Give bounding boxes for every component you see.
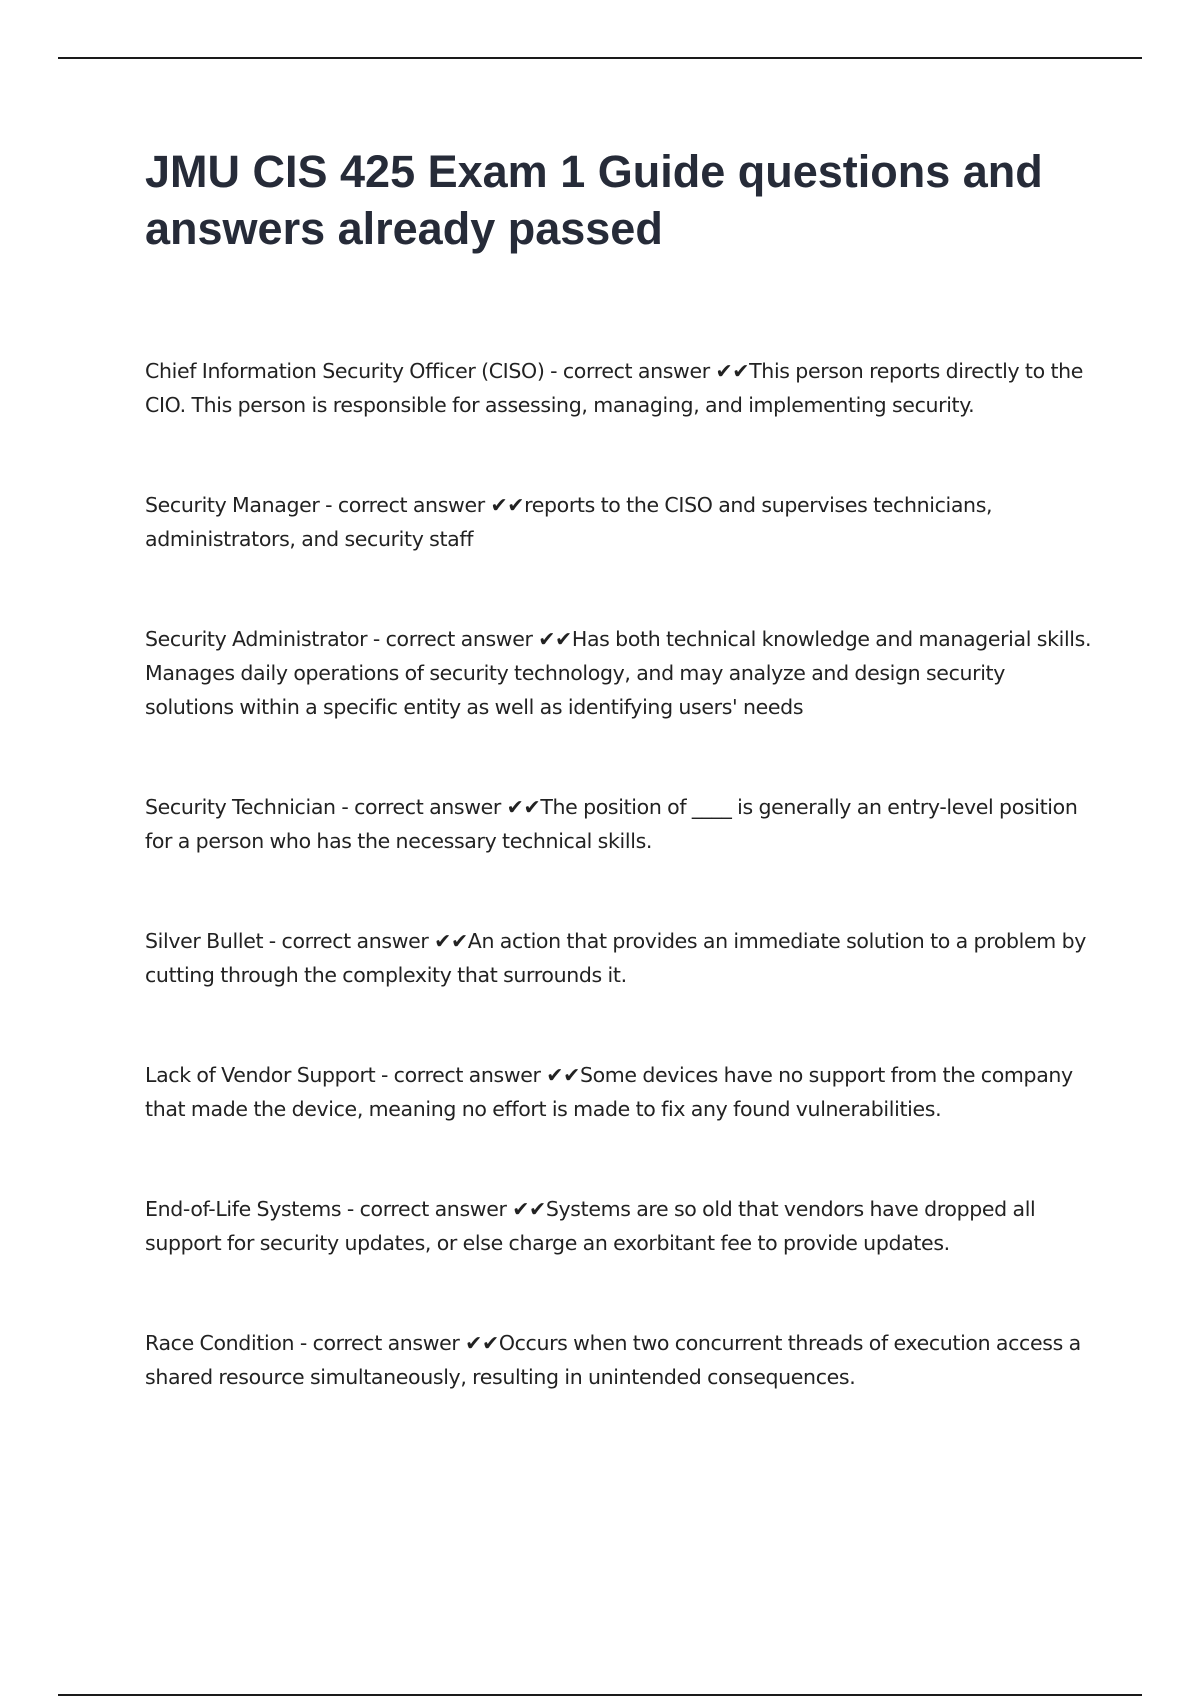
qa-term: End-of-Life Systems [145,1197,342,1221]
qa-answer: Systems are so old that vendors have dropped all support for security updates, or else charge an exorbitant fee to provide updates. [145,1197,1036,1255]
qa-answer: The position of ____ is generally an entry-level position for a person who has the necessary technical skills. [145,795,1078,853]
qa-item-silver-bullet [145,924,1095,992]
bottom-rule [58,1694,1142,1696]
qa-item-end-of-life-systems [145,1192,1095,1260]
qa-answer: Occurs when two concurrent threads of execution access a shared resource simultaneously, resulting in unintended consequences. [145,1331,1081,1389]
page-title: JMU CIS 425 Exam 1 Guide questions and answers already passed [145,146,1043,254]
qa-separator: - correct answer ✔✔ [294,1331,499,1355]
qa-item-lack-of-vendor-support [145,1058,1095,1126]
qa-item-ciso [145,354,1095,422]
qa-item-race-condition [145,1326,1095,1394]
qa-answer: reports to the CISO and supervises technicians, administrators, and security staff [145,493,993,551]
qa-separator: - correct answer ✔✔ [263,929,468,953]
qa-answer: An action that provides an immediate solution to a problem by cutting through the complexity that surrounds it. [145,929,1087,987]
qa-answer: This person reports directly to the CIO. This person is responsible for assessing, managing, and implementing security. [145,359,1084,417]
qa-term: Security Administrator [145,627,368,651]
qa-separator: - correct answer ✔✔ [319,493,525,517]
qa-separator: - correct answer ✔✔ [544,359,750,383]
qa-item-security-technician [145,790,1095,858]
qa-term: Silver Bullet [145,929,264,953]
qa-term: Chief Information Security Officer (CISO) [145,359,545,383]
qa-term: Race Condition [145,1331,295,1355]
qa-item-security-manager [145,488,1095,556]
qa-term: Security Manager [145,493,320,517]
qa-answer: Has both technical knowledge and managerial skills. Manages daily operations of security technology, and may analyze and design security solutions within a specific entity as well as identifying users' needs [145,627,1092,719]
qa-separator: - correct answer ✔✔ [341,1197,546,1221]
qa-list [145,354,1095,1460]
qa-separator: - correct answer ✔✔ [367,627,572,651]
top-rule [58,57,1142,59]
qa-term: Lack of Vendor Support [145,1063,376,1087]
qa-answer: Some devices have no support from the company that made the device, meaning no effort is made to fix any found vulnerabilities. [145,1063,1073,1121]
qa-term: Security Technician [145,795,336,819]
qa-item-security-administrator [145,622,1095,724]
qa-separator: - correct answer ✔✔ [335,795,541,819]
qa-separator: - correct answer ✔✔ [375,1063,580,1087]
